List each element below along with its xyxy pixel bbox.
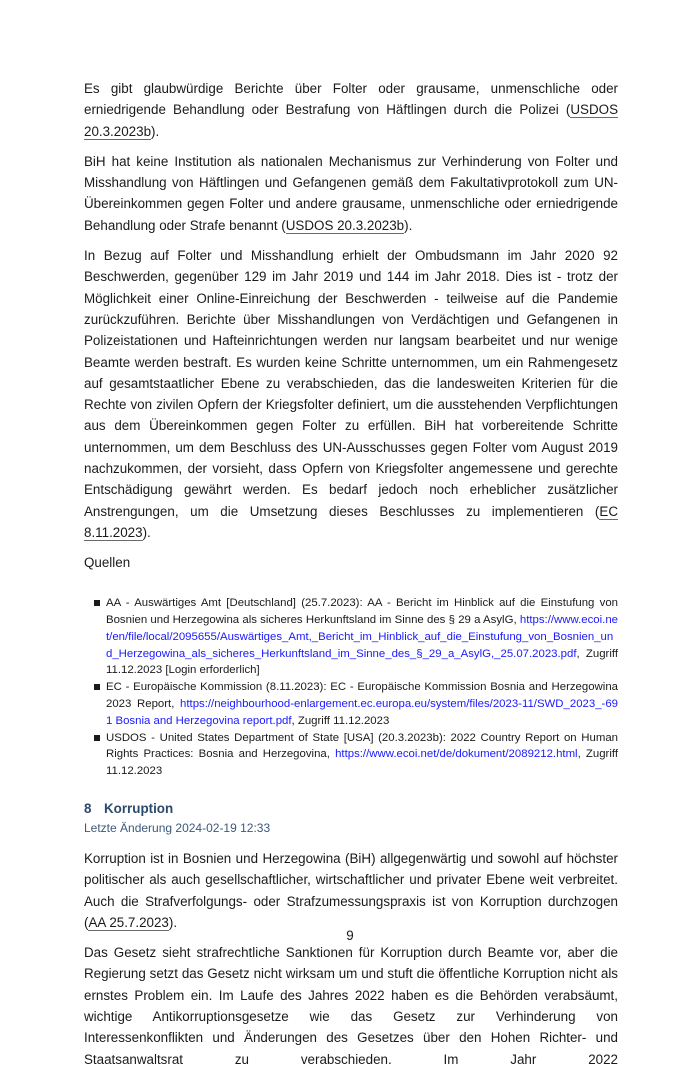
paragraph-text: Das Gesetz sieht strafrechtliche Sanktionen für Korruption durch Beamte vor, aber die Regierung setzt das Gesetz nicht wirksam um und stuft die öffentliche Korruption nicht als ernstes Problem ein. Im Laufe des Jahres 2022 haben es die Behörden verabsäumt, wichtige Antikorruptionsgesetze wie das Gesetz zur Verhinderung von Interessenkonflikten und Änderungen des Gesetzes über den Hohen Richter- und Staatsanwaltsrat zu verabschieden. Im Jahr 2022 <box>84 945 618 1067</box>
source-access-date: , Zugriff 11.12.2023 <box>291 714 390 727</box>
page-number: 9 <box>346 928 354 943</box>
paragraph-text: ). <box>142 524 151 540</box>
source-url-link[interactable]: https://www.ecoi.net/de/dokument/2089212.html <box>335 748 578 761</box>
paragraph-text: ). <box>404 217 413 233</box>
source-access-date: , Zugriff 11.12.2023 <box>106 748 618 778</box>
paragraph-text: Korruption ist in Bosnien und Herzegowina (BiH) allgegenwärtig und sowohl auf höchster politischer als auch gesellschaftlicher, wirtschaftlicher und privater Ebene weit verbreitet. Auch die Strafverfolgungs- oder Strafzumessungspraxis ist von Korruption durchzogen ( <box>84 851 618 930</box>
sources-list <box>84 595 618 780</box>
source-item <box>94 679 618 729</box>
citation-link-aa[interactable]: AA 25.7.2023 <box>88 914 169 930</box>
sources-label: Quellen <box>84 555 131 571</box>
source-text: USDOS - United States Department of State [USA] (20.3.2023b): 2022 Country Report on Human Rights Practices: Bosnia and Herzegovina, <box>106 731 618 761</box>
source-url-link[interactable]: https://neighbourhood-enlargement.ec.europa.eu/system/files/2023-11/SWD_2023_-691 Bosnia and Herzegovina report.pdf <box>106 698 618 727</box>
paragraph-text: BiH hat keine Institution als nationalen Mechanismus zur Verhinderung von Folter und Misshandlung von Häftlingen und Gefangenen gemäß dem Fakultativprotokoll zum UN-Übereinkommen gegen Folter und andere grausame, unmenschliche oder erniedrigende Behandlung oder Strafe benannt ( <box>84 153 618 233</box>
source-access-date: , Zugriff 11.12.2023 [Login erforderlich] <box>106 647 618 677</box>
source-item <box>94 595 618 679</box>
paragraph-text: ). <box>151 123 160 139</box>
source-text: AA - Auswärtiges Amt [Deutschland] (25.7.2023): AA - Bericht im Hinblick auf die Einstufung von Bosnien und Herzegowina als sicheres Herkunftsland im Sinne des § 29 a AsylG, <box>106 597 618 627</box>
paragraph-text: In Bezug auf Folter und Misshandlung erhielt der Ombudsmann im Jahr 2020 92 Beschwerden, gegenüber 129 im Jahr 2019 und 144 im Jahr 2018. Dies ist - trotz der Möglichkeit einer Online-Einreichung der Beschwerden - teilweise auf die Pandemie zurückzuführen. Berichte über Misshandlungen von Verdächtigen und Gefangenen in Polizeistationen und Hafteinrichtungen werden nur langsam bearbeitet und nur wenige Beamte werden bestraft. Es wurden keine Schritte unternommen, um ein Rahmengesetz auf gesamtstaatlicher Ebene zu verabschieden, das die landesweiten Kriterien für die Rechte von zivilen Opfern der Kriegsfolter definiert, um die ausstehenden Verpflichtungen aus dem Übereinkommen gegen Folter zu erfüllen. BiH hat vorbereitende Schritte unternommen, um dem Beschluss des UN-Ausschusses gegen Folter vom August 2019 nachzukommen, der vorsieht, dass Opfern von Kriegsfolter angemessene und gerechte Entschädigung gewährt werden. Es bedarf jedoch noch erheblicher zusätzlicher Anstrengungen, um die Umsetzung dieses Beschlusses zu implementieren ( <box>84 248 618 519</box>
paragraph-no-mechanism <box>84 151 618 236</box>
square-bullet-icon <box>94 735 100 741</box>
source-text: EC - Europäische Kommission (8.11.2023): EC - Europäische Kommission Bosnia and Herzegowina 2023 Report, <box>106 681 618 711</box>
paragraph-text: ). <box>168 914 178 930</box>
square-bullet-icon <box>94 600 100 606</box>
paragraph-text: Es gibt glaubwürdige Berichte über Folter oder grausame, unmenschliche oder erniedrigende Behandlung oder Bestrafung von Häftlingen durch die Polizei ( <box>84 81 618 118</box>
paragraph-ombudsman <box>84 245 618 543</box>
section-title: Korruption <box>104 801 174 816</box>
paragraph-torture-reports <box>84 78 618 142</box>
source-url-link[interactable]: https://www.ecoi.net/en/file/local/2095655/Auswärtiges_Amt,_Bericht_im_Hinblick_auf_die_Einstufung_von_Bosnien_und_Herzegowina_als_sicheres_Herkunftsland_im_Sinne_des_§_29_a_AsylG,_25.07.2023.pdf <box>106 614 618 660</box>
source-item <box>94 730 618 780</box>
section-number: 8 <box>84 801 92 816</box>
paragraph-corruption-overview <box>84 848 618 933</box>
citation-link-usdos[interactable]: USDOS 20.3.2023b <box>285 217 405 233</box>
section-heading <box>84 800 618 818</box>
last-modified: Letzte Änderung 2024-02-19 12:33 <box>84 821 271 835</box>
square-bullet-icon <box>94 684 100 690</box>
citation-link-usdos[interactable]: USDOS 20.3.2023b <box>84 102 618 139</box>
paragraph-corruption-law <box>84 942 618 1070</box>
citation-link-ec[interactable]: EC 8.11.2023 <box>84 503 618 540</box>
